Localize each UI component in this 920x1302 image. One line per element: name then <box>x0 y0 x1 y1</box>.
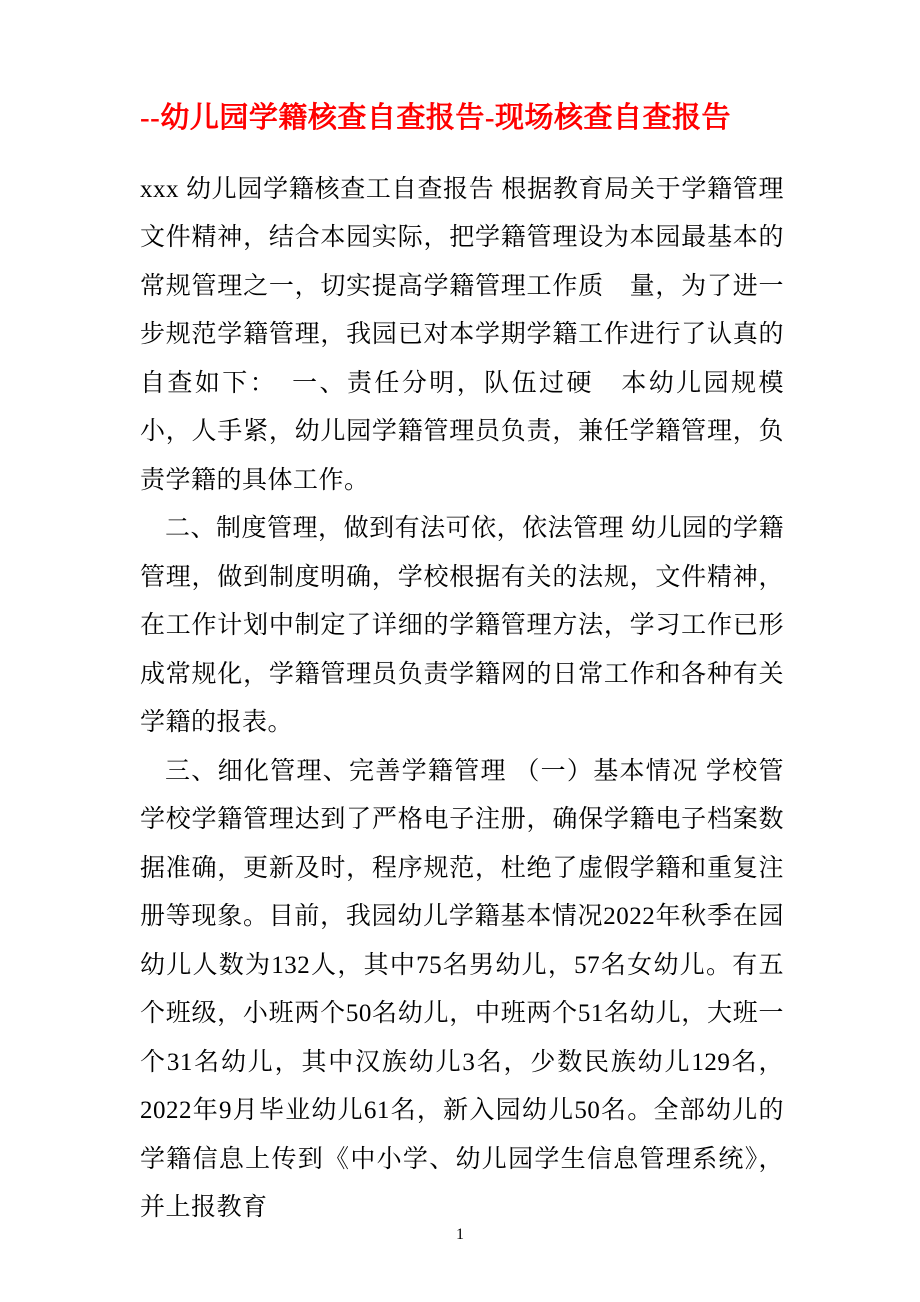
paragraph: 三、细化管理、完善学籍管理 （一）基本情况 学校管学校学籍管理达到了严格电子注册，确保学籍电子档案数据准确，更新及时，程序规范，杜绝了虚假学籍和重复注册等现象。目前，我园幼儿学籍基本情况2022年秋季在园幼儿人数为132人，其中75名男幼儿，57名女幼儿。有五个班级，小班两个50名幼儿，中班两个51名幼儿，大班一个31名幼儿，其中汉族幼儿3名，少数民族幼儿129名，2022年9月毕业幼儿61名，新入园幼儿50名。全部幼儿的学籍信息上传到《中小学、幼儿园学生信息管理系统》，并上报教育 <box>140 757 784 1222</box>
document-title: --幼儿园学籍核查自查报告-现场核查自查报告 <box>140 102 731 134</box>
page-number: 1 <box>456 1226 464 1243</box>
document-body <box>140 166 784 1233</box>
paragraph: xxx 幼儿园学籍核查工自查报告 根据教育局关于学籍管理文件精神，结合本园实际，把学籍管理设为本园最基本的常规管理之一，切实提高学籍管理工作质 量，为了进一步规范学籍管理，我园已对本学期学籍工作进行了认真的自查如下： 一、责任分明，队伍过硬 本幼儿园规模小，人手紧，幼儿园学籍管理员负责，兼任学籍管理，负责学籍的具体工作。 <box>140 175 784 494</box>
paragraph: 二、制度管理，做到有法可依，依法管理 幼儿园的学籍管理，做到制度明确，学校根据有关的法规，文件精神，在工作计划中制定了详细的学籍管理方法，学习工作已形成常规化，学籍管理员负责学籍网的日常工作和各种有关学籍的报表。 <box>140 515 784 737</box>
